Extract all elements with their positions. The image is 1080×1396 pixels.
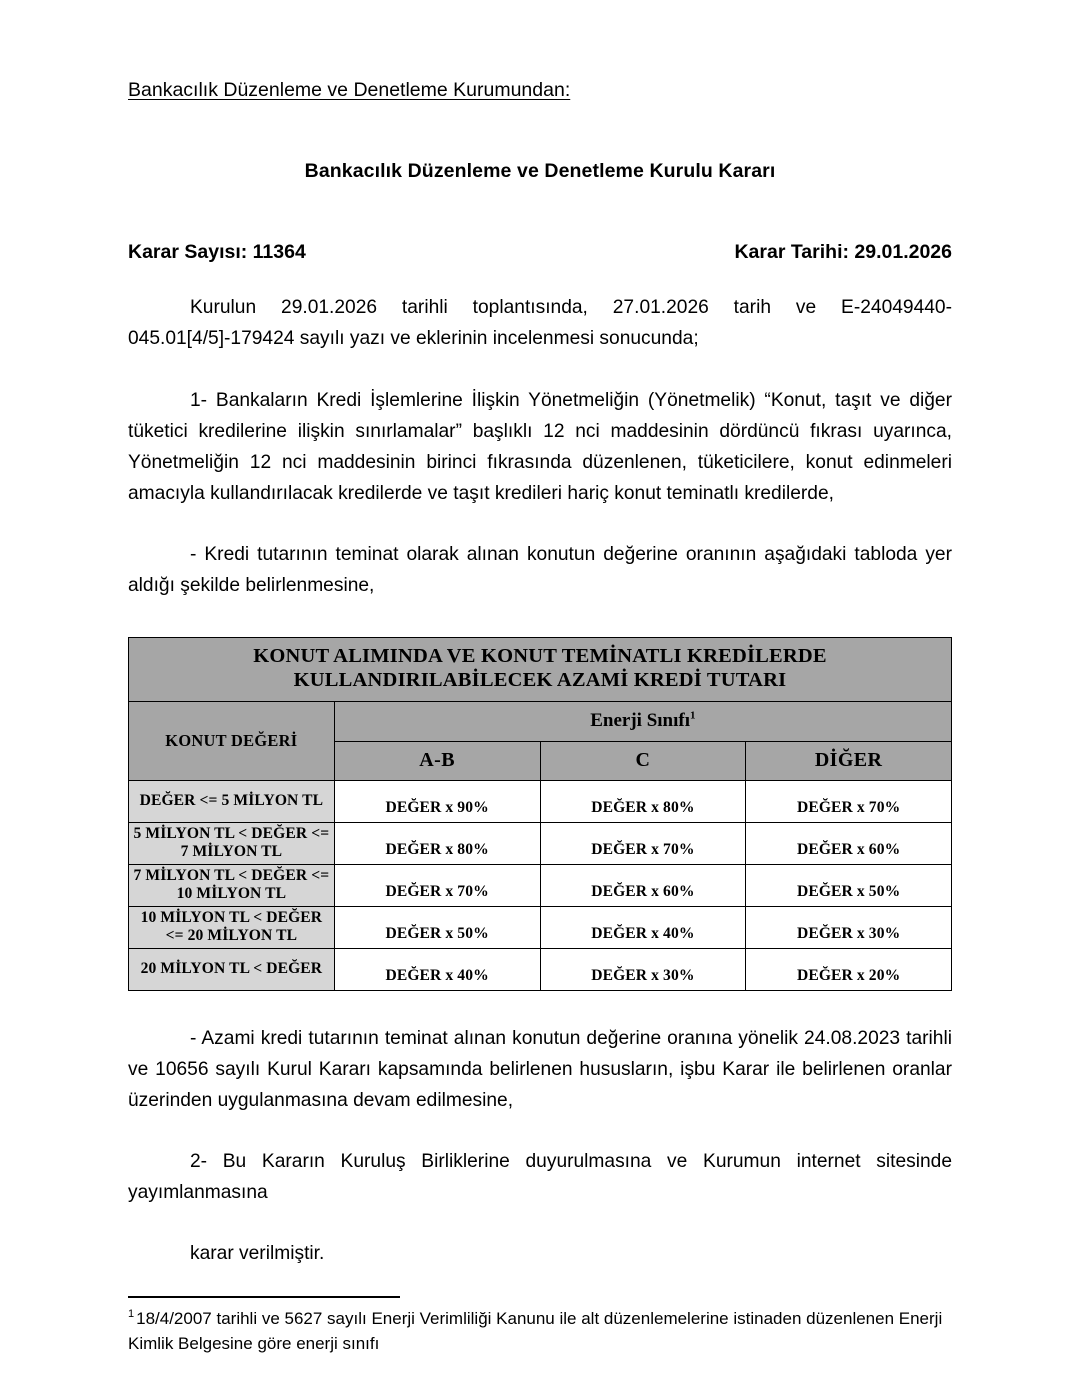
footnote-marker-superscript: 1 — [690, 709, 696, 722]
table-cell-ab: DEĞER x 90% — [334, 780, 540, 822]
page-title: Bankacılık Düzenleme ve Denetleme Kurulu Kararı — [304, 160, 776, 183]
table-cell-ab: DEĞER x 40% — [334, 948, 540, 990]
table-row-header-label: KONUT DEĞERİ — [129, 701, 335, 780]
paragraph-closing: karar verilmiştir. — [190, 1243, 325, 1265]
decision-date: Karar Tarihi: 29.01.2026 — [734, 241, 952, 264]
table-title-line-1: KONUT ALIMINDA VE KONUT TEMİNATLI KREDİLERDE — [253, 645, 827, 668]
table-cell-ab: DEĞER x 70% — [334, 864, 540, 906]
decision-number: Karar Sayısı: 11364 — [128, 241, 306, 264]
paragraph-item-2: 2- Bu Kararın Kuruluş Birliklerine duyurulmasına ve Kurumun internet sitesinde yayımlanmasına — [128, 1150, 952, 1204]
table-title-row — [129, 638, 952, 702]
footnote-separator-rule — [128, 1296, 400, 1298]
paragraph-intro: Kurulun 29.01.2026 tarihli toplantısında, 27.01.2026 tarih ve E-24049440-045.01[4/5]-179424 sayılı yazı ve eklerinin incelenmesi sonucunda; — [128, 297, 952, 350]
table-title-line-2: KULLANDIRILABİLECEK AZAMİ KREDİ TUTARI — [293, 668, 787, 691]
paragraph-item-1: 1- Bankaların Kredi İşlemlerine İlişkin Yönetmeliğin (Yönetmelik) “Konut, taşıt ve diğer tüketici kredilerine ilişkin sınırlamalar” başlıklı 12 nci maddesinin dördüncü fıkrası uyarınca, Yönetmeliğin 12 nci maddesinin birinci fıkrasında düzenlenen, tüketicilere, konut edinmeleri amacıyla kullandırılacak kredilerde ve taşıt kredileri hariç konut teminatlı kredilerde, — [128, 389, 952, 504]
paragraph-dash-1: - Kredi tutarının teminat olarak alınan konutun değerine oranının aşağıdaki tabloda yer aldığı şekilde belirlenmesine, — [128, 543, 952, 597]
table-row — [129, 864, 952, 906]
table-cell-ab: DEĞER x 80% — [334, 822, 540, 864]
table-cell-diger: DEĞER x 70% — [746, 780, 952, 822]
decision-meta-row — [128, 241, 952, 264]
footnote-number: 1 — [128, 1308, 135, 1321]
table-cell-c: DEĞER x 30% — [540, 948, 746, 990]
paragraph-dash-2: - Azami kredi tutarının teminat alınan konutun değerine oranına yönelik 24.08.2023 tarihli ve 10656 sayılı Kurul Kararı kapsamında belirlenen hususların, işbu Karar ile belirlenen oranlar üzerinden uygulanmasına devam edilmesine, — [128, 1027, 952, 1111]
table-row — [129, 906, 952, 948]
table-group-header-text: Enerji Sınıfı — [590, 709, 690, 731]
table-row-label: 10 MİLYON TL < DEĞER <= 20 MİLYON TL — [129, 906, 335, 948]
table-column-header-c: C — [540, 741, 746, 780]
footnote-body: 18/4/2007 tarihli ve 5627 sayılı Enerji Verimliliği Kanunu ile alt düzenlemelerine istinaden düzenlenen Enerji Kimlik Belgesine göre enerji sınıfı — [128, 1309, 943, 1353]
table-group-header — [334, 701, 951, 741]
table-row — [129, 780, 952, 822]
table-cell-ab: DEĞER x 50% — [334, 906, 540, 948]
table-cell-c: DEĞER x 40% — [540, 906, 746, 948]
issuer-line: Bankacılık Düzenleme ve Denetleme Kurumundan: — [128, 79, 571, 101]
table-cell-c: DEĞER x 60% — [540, 864, 746, 906]
table-header-row-1 — [129, 701, 952, 741]
table-column-header-diger: DİĞER — [746, 741, 952, 780]
table-cell-diger: DEĞER x 20% — [746, 948, 952, 990]
table-row-label: 5 MİLYON TL < DEĞER <= 7 MİLYON TL — [129, 822, 335, 864]
table-cell-c: DEĞER x 70% — [540, 822, 746, 864]
table-title-cell — [129, 638, 952, 702]
table-column-header-ab: A-B — [334, 741, 540, 780]
footnote-entry — [128, 1307, 952, 1356]
document-body — [128, 0, 952, 1269]
table-row — [129, 948, 952, 990]
table-cell-diger: DEĞER x 60% — [746, 822, 952, 864]
table-row-label: DEĞER <= 5 MİLYON TL — [129, 780, 335, 822]
table-cell-diger: DEĞER x 30% — [746, 906, 952, 948]
table-cell-c: DEĞER x 80% — [540, 780, 746, 822]
table-row-label: 20 MİLYON TL < DEĞER — [129, 948, 335, 990]
footnote-section — [128, 1296, 952, 1356]
table-row — [129, 822, 952, 864]
table-cell-diger: DEĞER x 50% — [746, 864, 952, 906]
table-row-label: 7 MİLYON TL < DEĞER <= 10 MİLYON TL — [129, 864, 335, 906]
credit-limit-table — [128, 637, 952, 991]
